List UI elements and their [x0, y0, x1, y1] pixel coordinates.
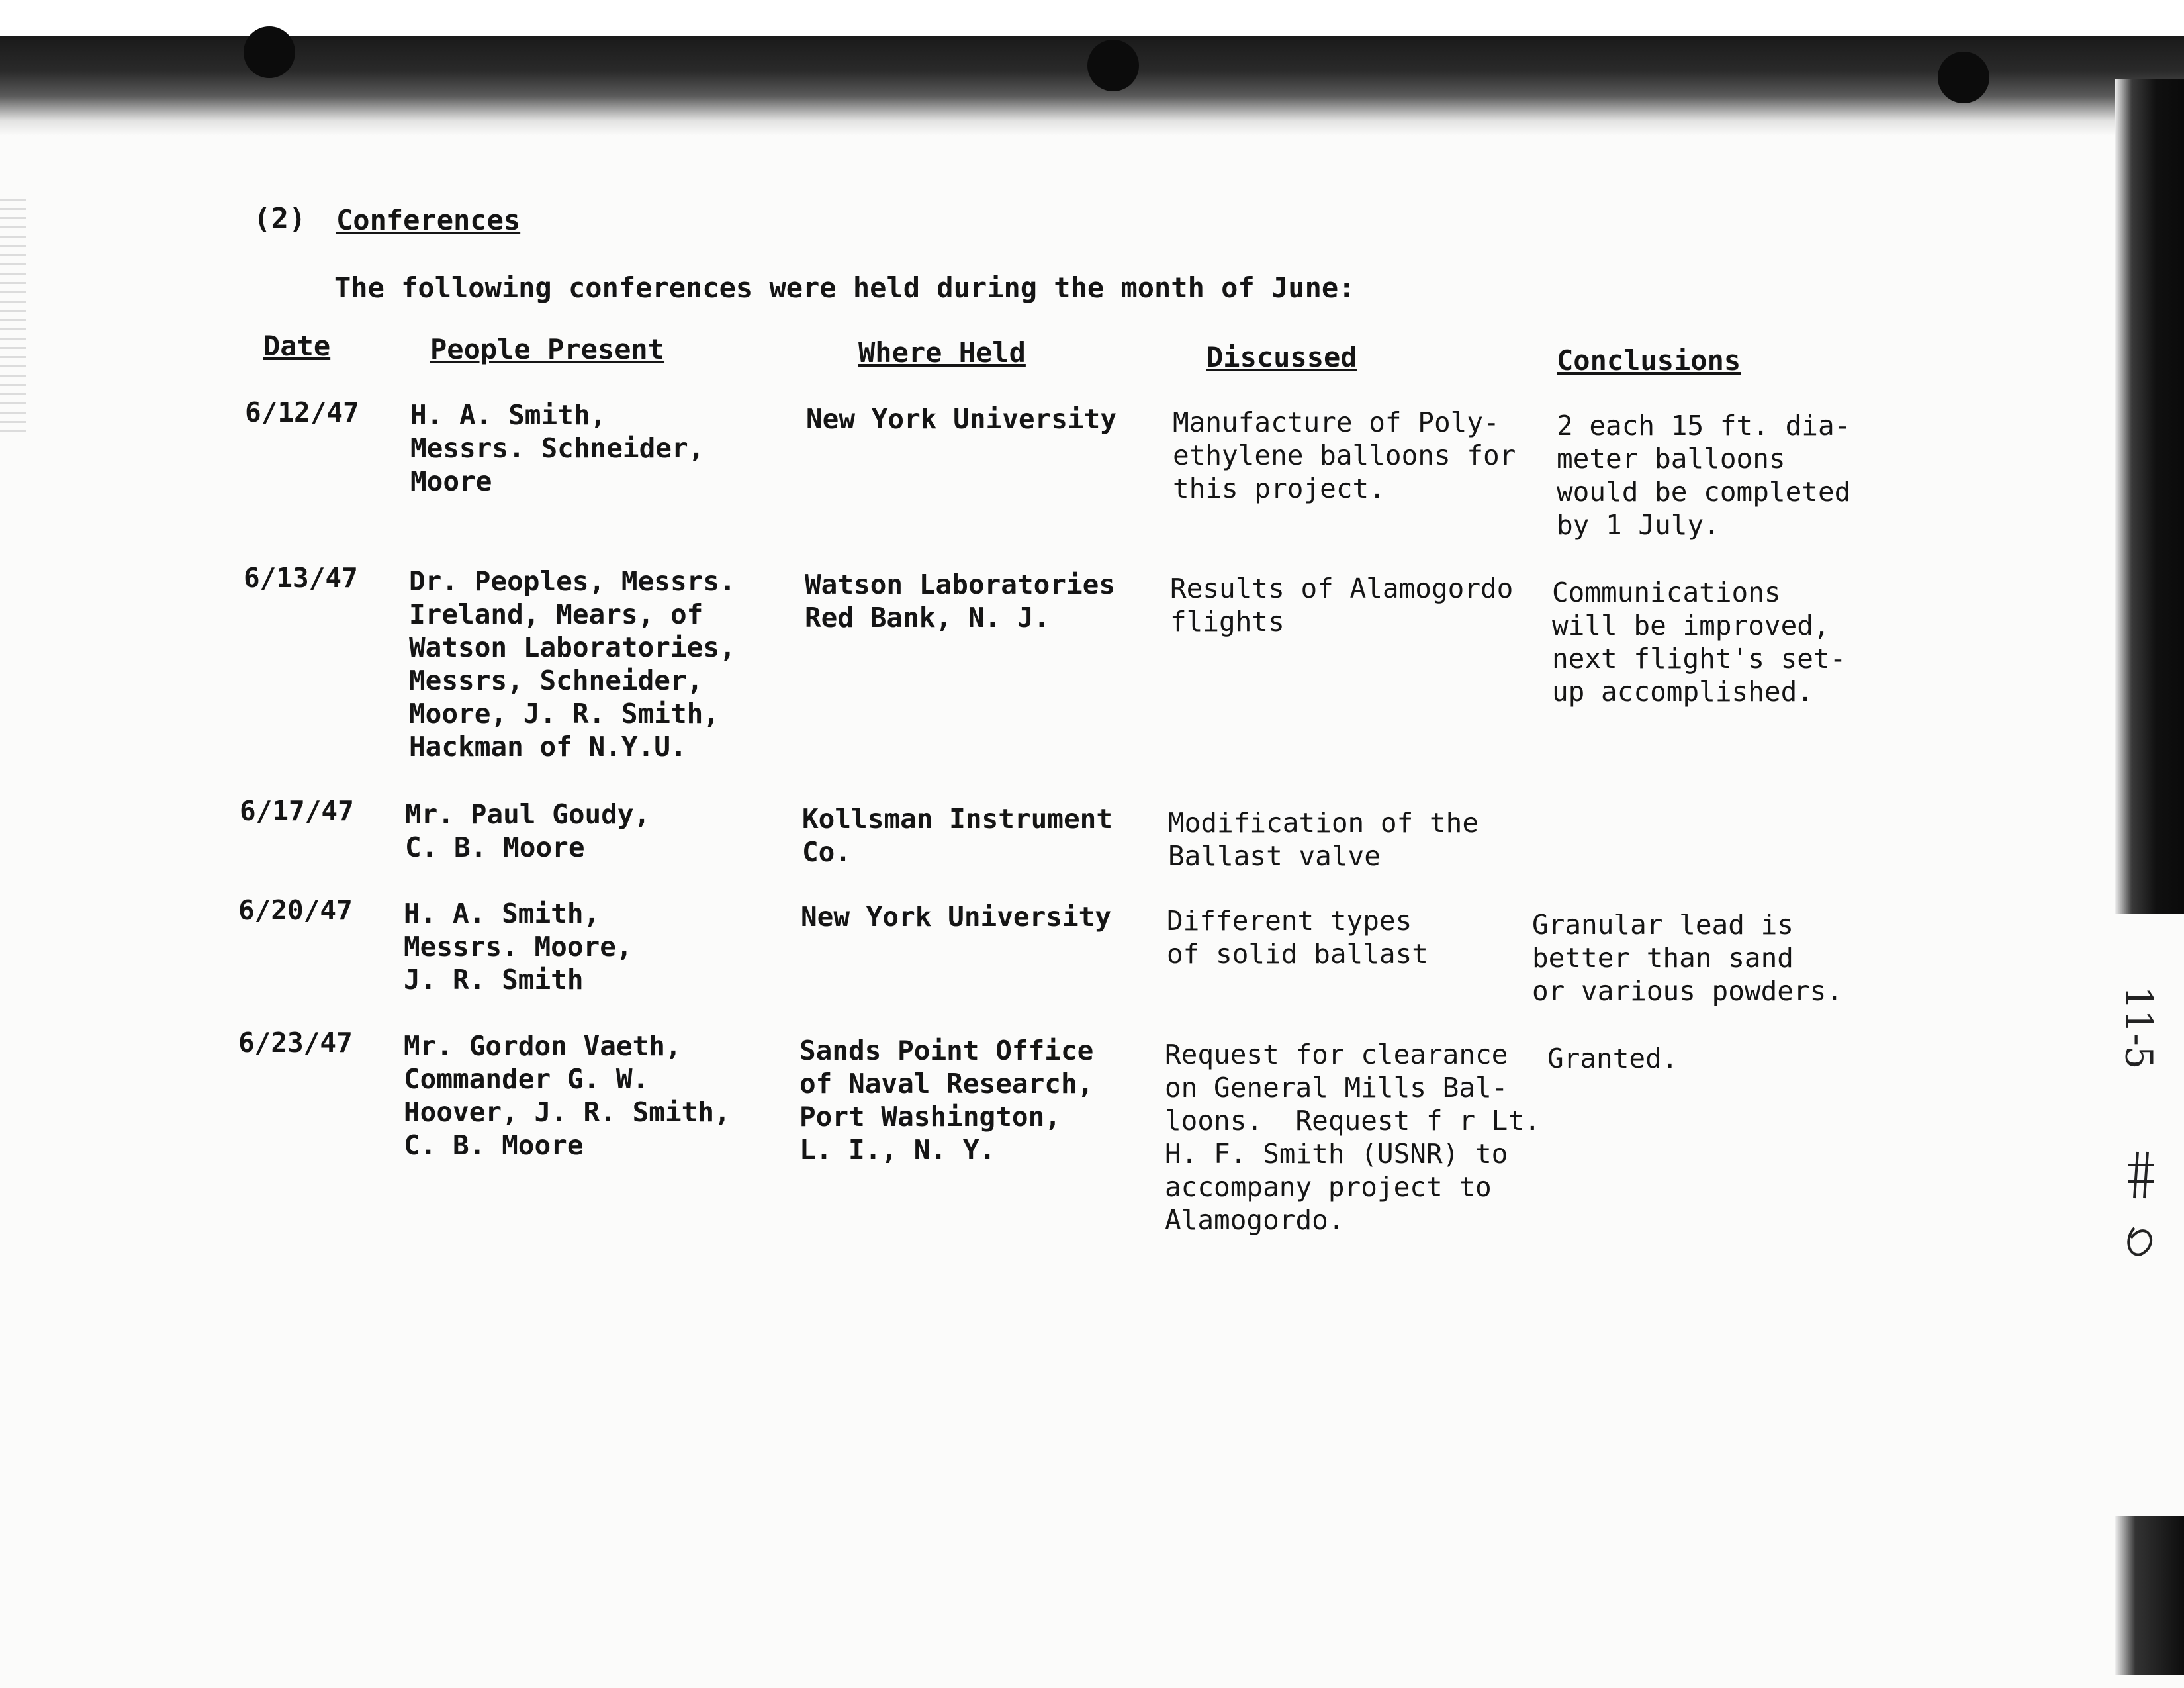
punch-hole-center — [1087, 40, 1139, 91]
header-people-present: People Present — [430, 333, 665, 365]
row-5-discussed: Request for clearance on General Mills Bal- loons. Request f r Lt. H. F. Smith (USNR) to accompany project to Alamogordo. — [1165, 1039, 1541, 1236]
scan-shadow-right — [2115, 79, 2184, 914]
row-1-conclusions: 2 each 15 ft. dia- meter balloons would be completed by 1 July. — [1557, 410, 1851, 541]
row-2-discussed: Results of Alamogordo flights — [1170, 573, 1514, 637]
row-4-date: 6/20/47 — [238, 894, 353, 926]
header-where-held: Where Held — [858, 336, 1026, 369]
punch-hole-left — [244, 26, 295, 78]
row-3-where: Kollsman Instrument Co. — [802, 803, 1113, 868]
scan-speckle-left — [0, 199, 26, 437]
margin-handwritten-note: 11-5 — [2116, 986, 2160, 1070]
row-4-discussed: Different types of solid ballast — [1167, 905, 1428, 970]
row-3-date: 6/17/47 — [240, 795, 354, 827]
row-4-conclusions: Granular lead is better than sand or various powders. — [1532, 909, 1843, 1007]
intro-text: The following conferences were held during the month of June: — [334, 271, 1355, 304]
page-top-edge — [0, 0, 2184, 40]
row-4-people: H. A. Smith, Messrs. Moore, J. R. Smith — [404, 898, 633, 996]
handwritten-marks — [2115, 927, 2167, 1258]
row-2-people: Dr. Peoples, Messrs. Ireland, Mears, of Watson Laboratories, Messrs, Schneider, Moore, J. R. Smith, Hackman of N.Y.U. — [409, 565, 736, 763]
row-2-where: Watson Laboratories Red Bank, N. J. — [805, 569, 1115, 633]
row-3-people: Mr. Paul Goudy, C. B. Moore — [405, 798, 651, 863]
row-5-conclusions: Granted. — [1547, 1043, 1678, 1074]
row-2-conclusions: Communications will be improved, next flight's set- up accomplished. — [1552, 577, 1846, 708]
section-number: (2) — [253, 202, 306, 236]
row-3-discussed: Modification of the Ballast valve — [1168, 807, 1479, 872]
row-1-people: H. A. Smith, Messrs. Schneider, Moore — [410, 399, 705, 497]
row-5-date: 6/23/47 — [238, 1027, 353, 1058]
header-discussed: Discussed — [1206, 341, 1357, 373]
section-title: Conferences — [336, 204, 521, 236]
row-4-where: New York University — [801, 901, 1111, 933]
row-5-where: Sands Point Office of Naval Research, Port Washington, L. I., N. Y. — [799, 1035, 1094, 1166]
row-2-date: 6/13/47 — [244, 562, 358, 594]
scan-shadow-right-lower — [2115, 1516, 2184, 1675]
row-5-people: Mr. Gordon Vaeth, Commander G. W. Hoover, J. R. Smith, C. B. Moore — [404, 1030, 731, 1161]
punch-hole-right — [1938, 52, 1989, 103]
row-1-discussed: Manufacture of Poly- ethylene balloons for this project. — [1173, 406, 1516, 504]
row-1-where: New York University — [806, 403, 1116, 435]
header-date: Date — [263, 330, 331, 362]
row-1-date: 6/12/47 — [245, 397, 359, 428]
header-conclusions: Conclusions — [1557, 344, 1741, 377]
